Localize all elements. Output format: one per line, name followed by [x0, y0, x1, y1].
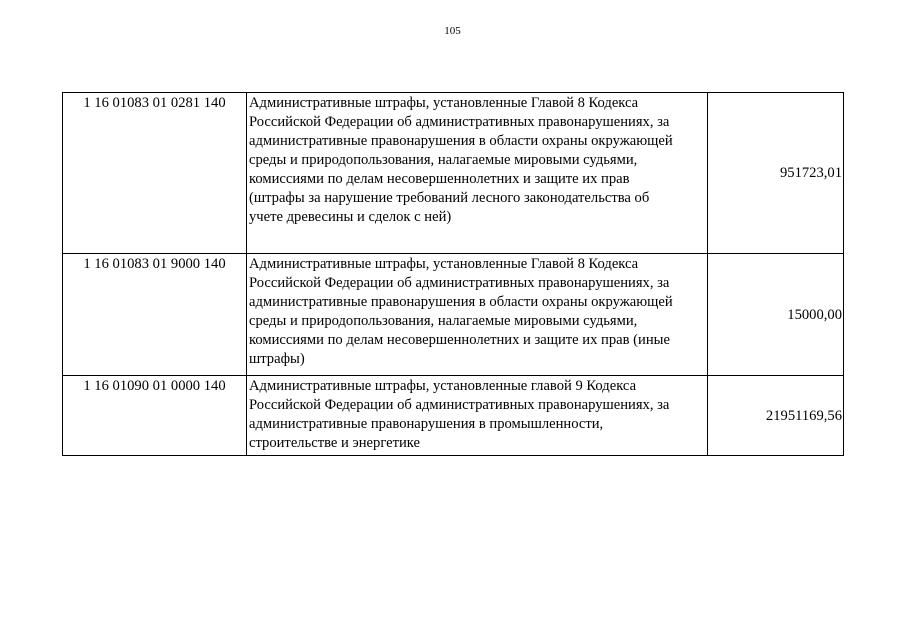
budget-code: 1 16 01083 01 0281 140 — [63, 93, 247, 254]
description: Административные штрафы, установленные Главой 8 Кодекса Российской Федерации об административных правонарушениях, за административные правонарушения в области охраны окружающей среды и природопользования, налагаемые мировыми судьями, комиссиями по делам несовершеннолетних и защите их прав (штрафы за нарушение требований лесного законодательства об учете древесины и сделок с ней) — [247, 93, 708, 254]
revenue-table — [62, 92, 844, 456]
table-row — [63, 254, 844, 376]
table-row — [63, 376, 844, 456]
amount: 951723,01 — [708, 93, 844, 254]
description: Административные штрафы, установленные главой 9 Кодекса Российской Федерации об административных правонарушениях, за административные правонарушения в промышленности, строительстве и энергетике — [247, 376, 708, 456]
page-number: 105 — [444, 25, 461, 37]
budget-code: 1 16 01083 01 9000 140 — [63, 254, 247, 376]
amount: 21951169,56 — [708, 376, 844, 456]
budget-code: 1 16 01090 01 0000 140 — [63, 376, 247, 456]
description: Административные штрафы, установленные Главой 8 Кодекса Российской Федерации об административных правонарушениях, за административные правонарушения в области охраны окружающей среды и природопользования, налагаемые мировыми судьями, комиссиями по делам несовершеннолетних и защите их прав (иные штрафы) — [247, 254, 708, 376]
amount: 15000,00 — [708, 254, 844, 376]
table-row — [63, 93, 844, 254]
